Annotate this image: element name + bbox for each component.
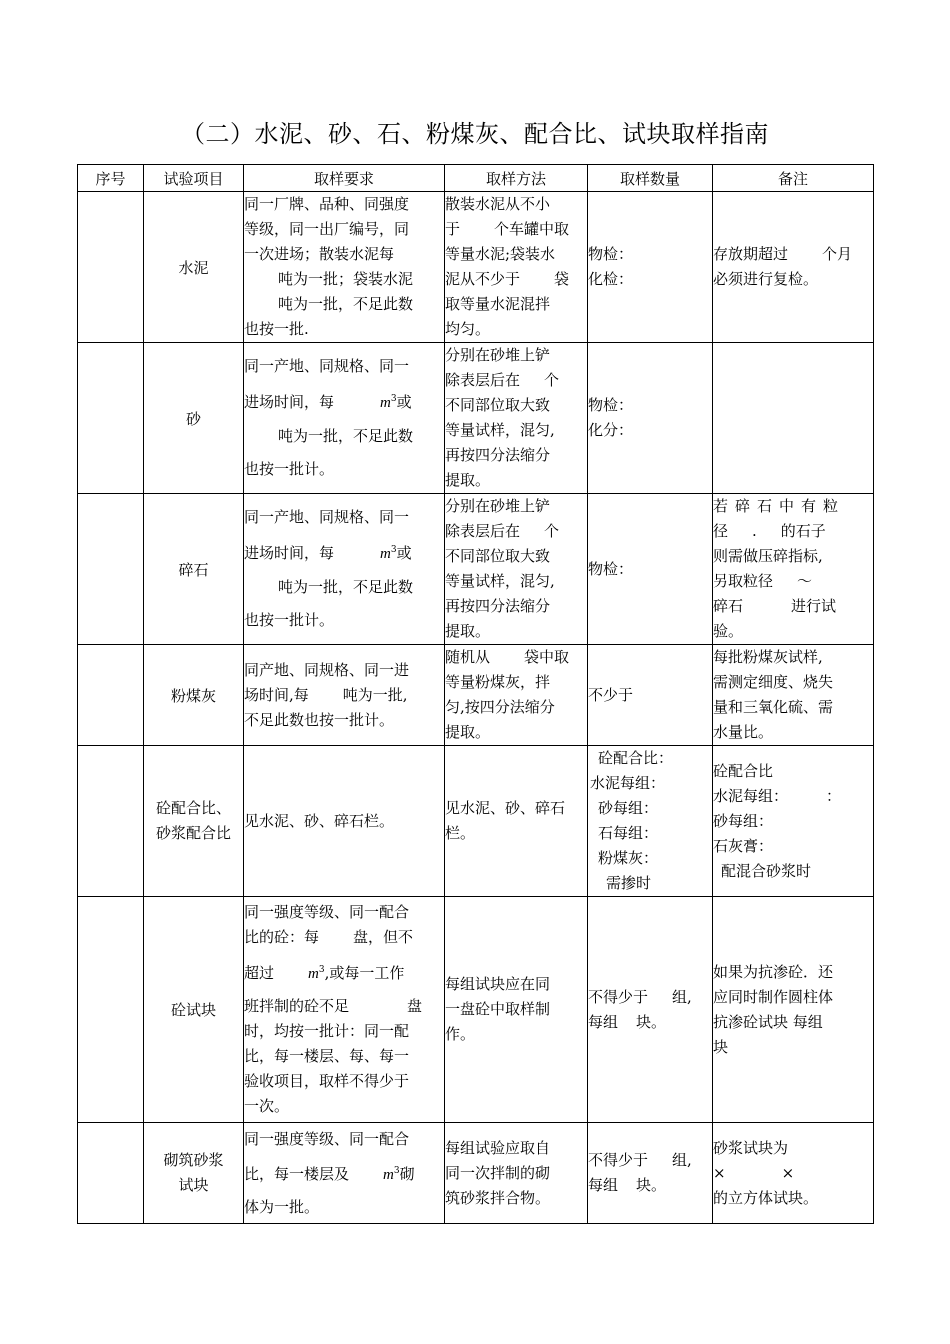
requirement-cell: 同一强度等级、同一配合 比的砼：每 盘，但不 超过 $m^3$,或每一工作 班拌制的砼不足 盘 时，均按一批计：同一配 比，每一楼层、每、每一 验收项目，取样不得少于 一次。 [244,897,445,1123]
item-cell: 水泥 [144,192,244,343]
note-cell: 若碎石中有粒 径 . 的石子 则需做压碎指标, 另取粒径 ～ 碎石 进行试 验。 [713,494,874,645]
quantity-cell: 物检： 化分： [588,343,713,494]
method-cell: 见水泥、砂、碎石 栏。 [445,746,588,897]
header-quantity: 取样数量 [588,165,713,192]
item-cell: 砼配合比、 砂浆配合比 [144,746,244,897]
requirement-cell: 同一产地、同规格、同一 进场时间，每 $m^3$或 吨为一批，不足此数 也按一批计。 [244,494,445,645]
quantity-cell: 砼配合比： 水泥每组： 砂每组： 石每组： 粉煤灰： 需掺时 [588,746,713,897]
seq-cell [78,645,144,746]
requirement-cell: 同一产地、同规格、同一 进场时间，每 $m^3$或 吨为一批，不足此数 也按一批计。 [244,343,445,494]
table-row [78,746,874,897]
seq-cell [78,343,144,494]
header-item: 试验项目 [144,165,244,192]
page-title: （二）水泥、砂、石、粉煤灰、配合比、试块取样指南 [181,120,769,148]
table-row [78,343,874,494]
note-cell: 存放期超过 个月 必须进行复检。 [713,192,874,343]
note-cell: 砂浆试块为 × × 的立方体试块。 [713,1123,874,1224]
item-cell: 砌筑砂浆 试块 [144,1123,244,1224]
note-cell: 砼配合比 水泥每组： ： 砂每组： 石灰膏： 配混合砂浆时 [713,746,874,897]
seq-cell [78,1123,144,1224]
requirement-cell: 见水泥、砂、碎石栏。 [244,746,445,897]
header-method: 取样方法 [445,165,588,192]
note-cell: 每批粉煤灰试样, 需测定细度、烧失 量和三氧化硫、需 水量比。 [713,645,874,746]
method-cell: 分别在砂堆上铲 除表层后在 个 不同部位取大致 等量试样，混匀, 再按四分法缩分 提取。 [445,343,588,494]
method-cell: 散装水泥从不小 于 个车罐中取 等量水泥;袋装水 泥从不少于 袋 取等量水泥混拌 均匀。 [445,192,588,343]
method-cell: 随机从 袋中取 等量粉煤灰，拌 匀,按四分法缩分 提取。 [445,645,588,746]
header-requirement: 取样要求 [244,165,445,192]
table-row [78,897,874,1123]
quantity-cell: 物检： 化检： [588,192,713,343]
table-row [78,645,874,746]
requirement-cell: 同一厂牌、品种、同强度 等级，同一出厂编号，同 一次进场；散装水泥每 吨为一批；袋装水泥 吨为一批，不足此数 也按一批. [244,192,445,343]
quantity-cell: 不得少于 组, 每组 块。 [588,1123,713,1224]
quantity-cell: 不少于 [588,645,713,746]
quantity-cell: 不得少于 组, 每组 块。 [588,897,713,1123]
sampling-guide-table [77,164,874,1224]
item-cell: 砂 [144,343,244,494]
note-cell: 如果为抗渗砼．还 应同时制作圆柱体 抗渗砼试块 每组 块 [713,897,874,1123]
header-seq: 序号 [78,165,144,192]
method-cell: 每组试块应在同 一盘砼中取样制 作。 [445,897,588,1123]
seq-cell [78,192,144,343]
table-row [78,494,874,645]
header-note: 备注 [713,165,874,192]
item-cell: 砼试块 [144,897,244,1123]
seq-cell [78,746,144,897]
table-row [78,192,874,343]
requirement-cell: 同产地、同规格、同一进 场时间,每 吨为一批, 不足此数也按一批计。 [244,645,445,746]
method-cell: 分别在砂堆上铲 除表层后在 个 不同部位取大致 等量试样，混匀, 再按四分法缩分 提取。 [445,494,588,645]
seq-cell [78,494,144,645]
table-row [78,1123,874,1224]
item-cell: 碎石 [144,494,244,645]
item-cell: 粉煤灰 [144,645,244,746]
quantity-cell: 物检： [588,494,713,645]
requirement-cell: 同一强度等级、同一配合 比，每一楼层及 $m^3$砌 体为一批。 [244,1123,445,1224]
method-cell: 每组试验应取自 同一次拌制的砌 筑砂浆拌合物。 [445,1123,588,1224]
note-cell [713,343,874,494]
table-header-row [78,165,874,192]
seq-cell [78,897,144,1123]
